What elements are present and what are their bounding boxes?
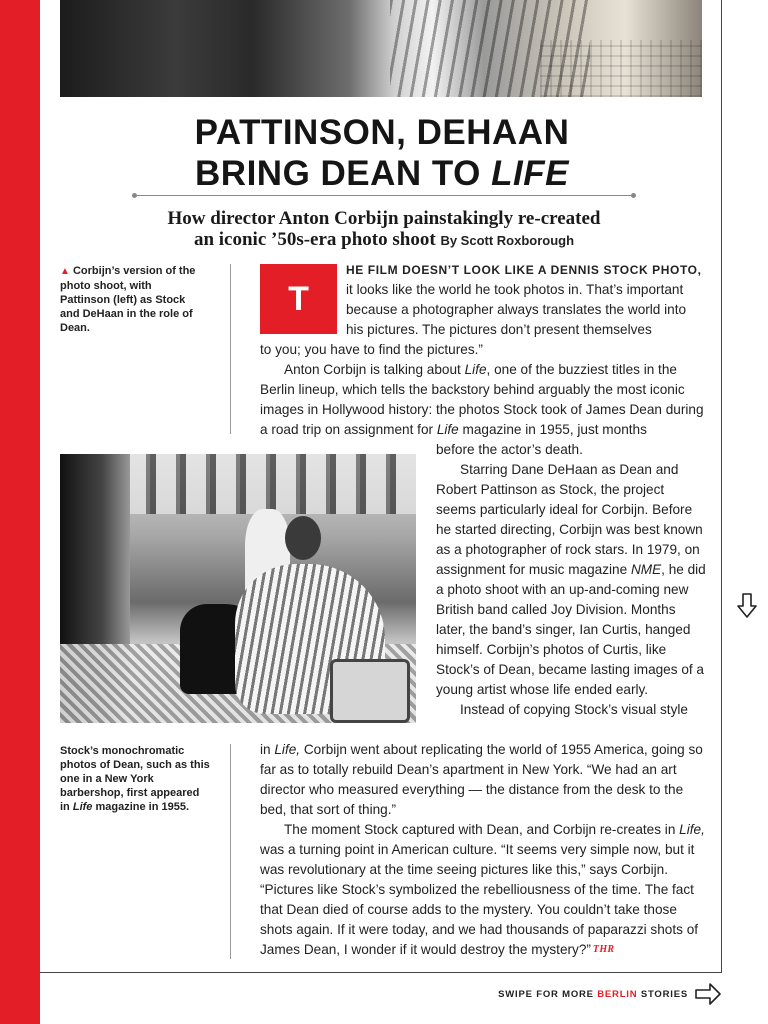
title-life: Life, [274,742,301,757]
text: Corbijn went about replicating the world of 1955 America, going so far as to totally rebuild Dean’s apartment in New York. “We had an art director who measured everything — the distance from the desk to the bed, that sort of thing.” [260,742,703,817]
hero-photo [60,0,702,97]
caption-life: Life [72,801,93,813]
footer-prefix: SWIPE FOR MORE [498,989,598,1000]
text: , he did a photo shoot with an up-and-coming new British band called Joy Division. Months later, the band’s singer, Ian Curtis, hanged himself. Corbijn’s photos of Curtis, like Stock’s of Dean, became lasting images of a young artist whose life ended early. [436,562,706,697]
deck-line-1: How director Anton Corbijn painstakingly re-created [167,208,601,229]
lead-text: it looks like the world he took photos in. That’s important because a photographer always translates the world into his pictures. The pictures don’t present themselves [346,282,687,337]
text: before the actor’s death. [436,442,583,457]
lead-caps: HE FILM DOESN’T LOOK LIKE A DENNIS STOCK PHOTO, [346,263,702,277]
thr-end-logo: THR [592,944,615,955]
caption-triangle-icon: ▲ [60,266,70,277]
photo-head [285,516,321,560]
text: Instead of copying Stock’s visual style [460,702,688,717]
caption-text: Corbijn’s version of the photo shoot, with Pattinson (left) as Stock and DeHaan in the role of Dean. [60,265,196,334]
paragraph [436,440,706,460]
tiled-floor [540,40,702,97]
title-life: Life [464,362,487,377]
article-lead [346,260,706,340]
headline-life: LIFE [491,154,569,193]
paragraph [260,340,706,360]
red-side-bar [0,0,40,1024]
text: was a turning point in American culture. “It seems very simple now, but it was revolutionary at the time seeing pictures like this,” says Corbijn. “Pictures like Stock’s symbolized the rebelliousness of the time. The fact that Dean died of course adds to the mystery. You couldn’t take those shots again. If it were today, and we had thousands of paparazzi shots of James Dean, I wonder if it would destroy the mystery?” [260,842,699,957]
paragraph [260,360,706,440]
headline-line-1: PATTINSON, DEHAAN [194,113,570,152]
title-life: Life, [679,822,705,837]
barbershop-photo [60,454,416,723]
caption-text: Stock’s monochromatic photos of Dean, such as this one in a New York barbershop, first appeared in [60,745,210,813]
text: magazine in 1955, just months [458,422,647,437]
deck [120,208,648,251]
footer-accent: BERLIN [597,989,638,1000]
headline-line-2: BRING DEAN TO [195,154,492,193]
headline [120,112,644,194]
title-life: Life [436,422,459,437]
text: in [260,742,275,757]
text: The moment Stock captured with Dean, and Corbijn re-creates in [284,822,680,837]
deck-line-2: an iconic ’50s-era photo shoot [193,229,436,250]
text: , one of the buzziest titles in the Berlin lineup, which tells the backstory behind arguably the most iconic images in Hollywood history: the photos Stock took of James Dean during a road trip on assignment for [260,362,704,437]
column-divider [230,744,231,959]
paragraph [260,820,706,960]
paragraph [436,460,706,700]
text: Anton Corbijn is talking about [284,362,465,377]
drop-cap: T [260,264,337,334]
paragraph [260,740,706,820]
text: Starring Dane DeHaan as Dean and Robert Pattinson as Stock, the project seems particularly ideal for Corbijn. Before he started directing, Corbijn was best known as a photographer of rock stars. In 1979, on assignment for music magazine [436,462,703,577]
photo-caption-bottom [60,744,210,814]
title-nme: NME [630,562,662,577]
photo-chair [330,659,410,723]
lead-end: to you; you have to find the pictures.” [260,342,483,357]
footer-suffix: STORIES [637,989,688,1000]
caption-text: magazine in 1955. [92,801,190,813]
article-body-lower [260,740,706,960]
swipe-arrow-icon[interactable] [694,982,722,1006]
article-body-right [436,440,706,720]
scroll-down-icon[interactable] [735,592,759,620]
byline: By Scott Roxborough [440,233,575,248]
article-body-upper [260,340,706,440]
headline-rule [134,195,634,196]
column-divider [230,264,231,434]
paragraph [436,700,706,720]
swipe-prompt[interactable] [498,989,688,1000]
photo-caption-top [60,264,200,335]
